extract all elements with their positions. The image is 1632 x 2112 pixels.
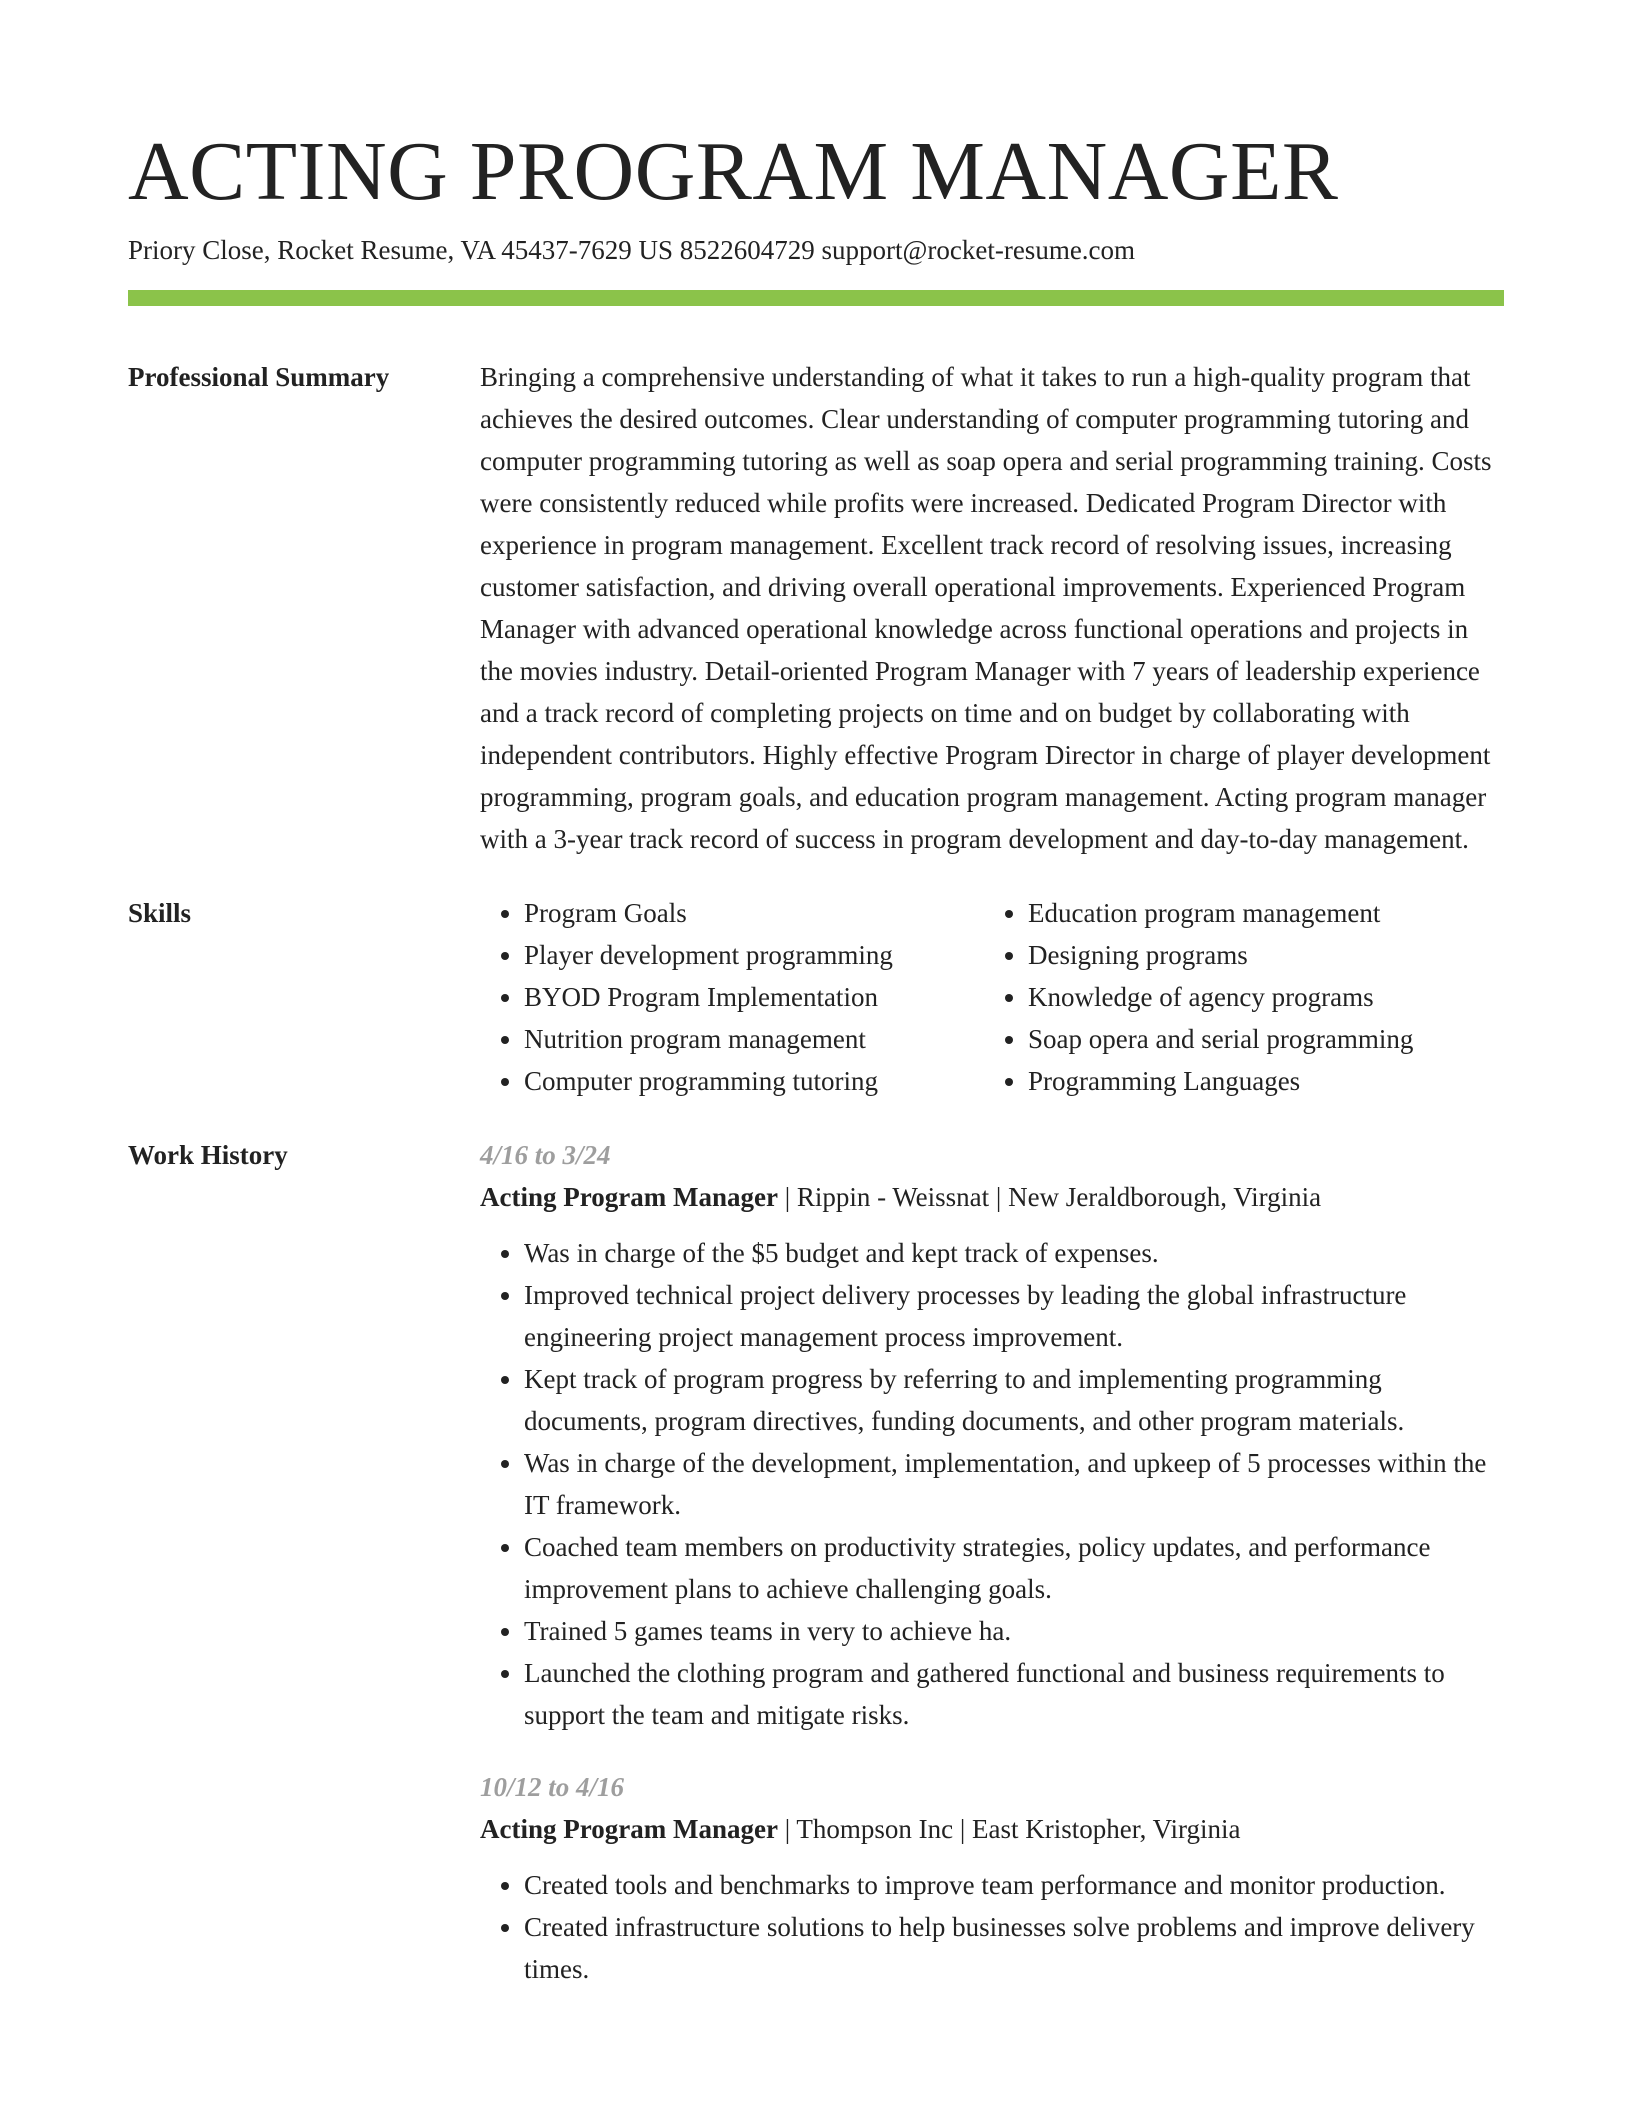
- job-separator: |: [953, 1814, 972, 1844]
- skill-item: • Player development programming: [524, 934, 984, 976]
- job-bullet: • Launched the clothing program and gathered functional and business requirements to support the team and mitigate risks.: [524, 1652, 1504, 1736]
- job-title: Acting Program Manager: [480, 1182, 778, 1212]
- job-separator: |: [989, 1182, 1009, 1212]
- job-company: Rippin - Weissnat: [796, 1182, 990, 1212]
- section-label-work: Work History: [128, 1140, 288, 1170]
- job-dates: 10/12 to 4/16: [480, 1772, 625, 1802]
- job-separator: |: [777, 1182, 797, 1212]
- job-dates: 4/16 to 3/24: [480, 1140, 611, 1170]
- job-company: Thompson Inc: [796, 1814, 954, 1844]
- job-title: Acting Program Manager: [480, 1814, 778, 1844]
- skill-item: • Soap opera and serial programming: [1028, 1018, 1488, 1060]
- job-bullet: • Trained 5 games teams in very to achieve ha.: [524, 1610, 1504, 1652]
- job-bullet: • Coached team members on productivity strategies, policy updates, and performance improvement plans to achieve challenging goals.: [524, 1526, 1504, 1610]
- job-bullet: • Created infrastructure solutions to help businesses solve problems and improve delivery times.: [524, 1906, 1504, 1990]
- job-heading: [480, 1808, 1504, 1850]
- job-entry: [480, 1766, 1504, 1990]
- skill-item: • Knowledge of agency programs: [1028, 976, 1488, 1018]
- job-location: New Jeraldborough, Virginia: [1008, 1182, 1322, 1212]
- contact-address: Priory Close, Rocket Resume, VA 45437-7629 US: [128, 235, 674, 265]
- contact-email: support@rocket-resume.com: [821, 235, 1136, 265]
- skills-column-right: [984, 892, 1488, 1102]
- job-bullet: • Improved technical project delivery processes by leading the global infrastructure engineering project management process improvement.: [524, 1274, 1504, 1358]
- job-bullets: [480, 1232, 1504, 1736]
- job-entry: [480, 1134, 1504, 1736]
- job-bullet: • Was in charge of the development, implementation, and upkeep of 5 processes within the IT framework.: [524, 1442, 1504, 1526]
- header-divider: [128, 290, 1504, 306]
- section-label-summary: Professional Summary: [128, 362, 390, 392]
- section-professional-summary: [128, 356, 1504, 860]
- contact-phone: 8522604729: [679, 235, 815, 265]
- skill-item: • Program Goals: [524, 892, 984, 934]
- resume-page: [128, 120, 1504, 1990]
- job-bullet: • Created tools and benchmarks to improve team performance and monitor production.: [524, 1864, 1504, 1906]
- section-work-history: [128, 1134, 1504, 1990]
- section-skills: [128, 892, 1504, 1102]
- skill-item: • Nutrition program management: [524, 1018, 984, 1060]
- skill-item: • Programming Languages: [1028, 1060, 1488, 1102]
- skill-item: • Education program management: [1028, 892, 1488, 934]
- job-bullet: • Was in charge of the $5 budget and kept track of expenses.: [524, 1232, 1504, 1274]
- summary-text: Bringing a comprehensive understanding of what it takes to run a high-quality program that achieves the desired outcomes. Clear understanding of computer programming tutoring and computer programming tutoring as well as soap opera and serial programming training. Costs were consistently reduced while profits were increased. Dedicated Program Director with experience in program management. Excellent track record of resolving issues, increasing customer satisfaction, and driving overall operational improvements. Experienced Program Manager with advanced operational knowledge across functional operations and projects in the movies industry. Detail-oriented Program Manager with 7 years of leadership experience and a track record of completing projects on time and on budget by collaborating with independent contributors. Highly effective Program Director in charge of player development programming, program goals, and education program management. Acting program manager with a 3-year track record of success in program development and day-to-day management.: [480, 362, 1492, 854]
- job-bullets: [480, 1864, 1504, 1990]
- job-separator: |: [777, 1814, 797, 1844]
- skill-item: • Designing programs: [1028, 934, 1488, 976]
- skills-column-left: [480, 892, 984, 1102]
- skill-item: • BYOD Program Implementation: [524, 976, 984, 1018]
- job-heading: [480, 1176, 1504, 1218]
- skill-item: • Computer programming tutoring: [524, 1060, 984, 1102]
- job-location: East Kristopher, Virginia: [972, 1814, 1241, 1844]
- skills-grid: [480, 892, 1504, 1102]
- work-history-list: [480, 1134, 1504, 1990]
- section-label-skills: Skills: [128, 898, 192, 928]
- contact-line: [128, 232, 1504, 268]
- job-bullet: • Kept track of program progress by referring to and implementing programming documents, program directives, funding documents, and other program materials.: [524, 1358, 1504, 1442]
- resume-title: ACTING PROGRAM MANAGER: [128, 125, 1339, 218]
